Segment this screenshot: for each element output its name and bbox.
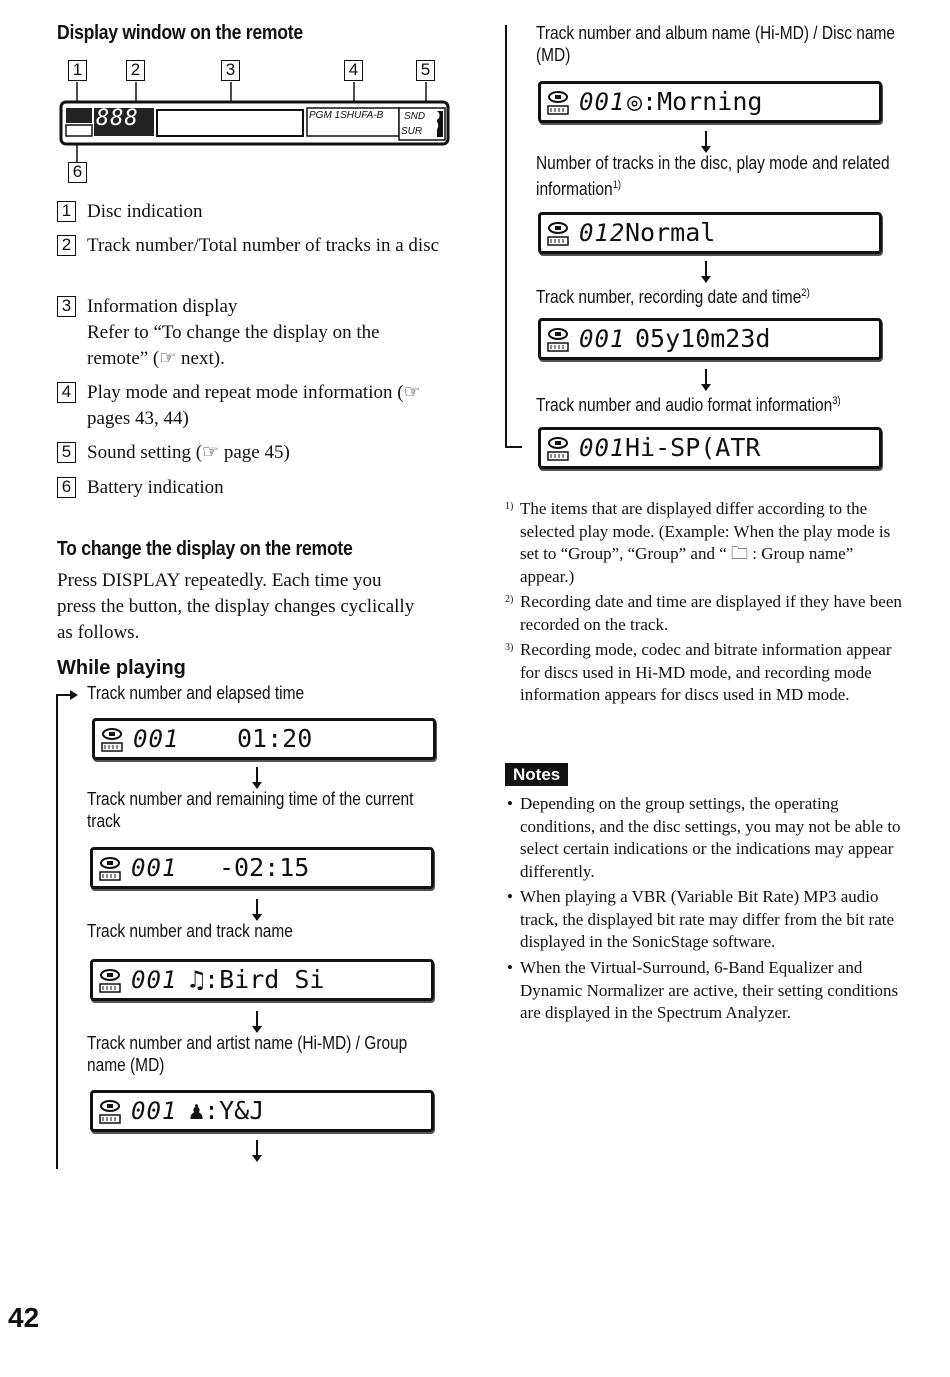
lcd-track-number: 001	[579, 88, 626, 116]
legend-item-4	[57, 380, 452, 432]
footnote-ref: 3)	[832, 395, 841, 407]
disc-battery-icon	[547, 436, 569, 462]
note-item-2	[505, 886, 905, 954]
footnote-mark: 2)	[505, 594, 514, 605]
disc-battery-icon	[101, 727, 123, 753]
footnote-text: Recording mode, codec and bitrate information appear for discs used in Hi-MD mode, and recording mode information appears for discs used in MD mode.	[520, 640, 892, 704]
diagram-track-digits: 888	[96, 106, 139, 131]
step-caption-disc-info	[536, 152, 897, 200]
step-caption-album: Track number and album name (Hi-MD) / Disc name (MD)	[536, 23, 896, 65]
cycle-loop-arrowhead	[70, 690, 78, 700]
down-arrow	[705, 369, 707, 389]
disc-battery-icon	[547, 90, 569, 116]
step-caption-date	[536, 282, 897, 308]
lcd-track-number: 012	[579, 219, 626, 247]
while-playing-heading: While playing	[57, 657, 186, 679]
lcd-track-number: 001	[131, 854, 178, 882]
callout-5: 5	[416, 60, 435, 81]
footnote-text: Recording date and time are displayed if they have been recorded on the track.	[520, 592, 902, 634]
heading-change-display: To change the display on the remote	[57, 538, 353, 560]
footnote-ref: 2)	[801, 287, 810, 299]
bullet: •	[507, 887, 513, 906]
lcd-track-number: 001	[579, 325, 626, 353]
lcd-track-number: 001	[131, 966, 178, 994]
disc-battery-icon	[547, 221, 569, 247]
legend-text-secondary: Refer to “To change the display on the remote” (☞ next).	[87, 322, 380, 369]
lcd-text: Normal	[625, 218, 716, 247]
footnote-2	[505, 591, 905, 636]
diagram-big-digit: 8	[424, 106, 441, 139]
bullet: •	[507, 794, 513, 813]
lcd-text: -02:15	[219, 853, 310, 882]
legend-item-5	[57, 440, 457, 466]
lcd-text: 05y10m23d	[635, 324, 771, 353]
lcd-disc-info	[538, 212, 882, 254]
note-text: Depending on the group settings, the operating conditions, and the disc settings, you may not be able to select certain indications or the indications may appear differently.	[520, 794, 901, 881]
step-caption-artist: Track number and artist name (Hi-MD) / Group name (MD)	[87, 1033, 408, 1075]
legend-text: Play mode and repeat mode information (☞ pages 43, 44)	[87, 382, 421, 429]
disc-battery-icon	[99, 856, 121, 882]
legend-item-6	[57, 475, 457, 501]
callout-2: 2	[126, 60, 145, 81]
note-text: When the Virtual-Surround, 6-Band Equalizer and Dynamic Normalizer are active, their setting conditions are displayed in the Spectrum Analyzer.	[520, 958, 899, 1022]
legend-text: Track number/Total number of tracks in a disc	[87, 235, 440, 256]
lcd-track-number: 001	[131, 1097, 178, 1125]
caption-text: Track number and audio format information	[536, 395, 833, 415]
lcd-recording-date	[538, 318, 882, 360]
footnote-1	[505, 498, 905, 588]
legend-num: 4	[57, 382, 76, 403]
step-caption-format	[536, 390, 897, 416]
down-arrow	[256, 767, 258, 787]
down-arrow	[256, 899, 258, 919]
disc-battery-icon	[99, 1099, 121, 1125]
legend-num: 3	[57, 296, 76, 317]
down-arrow	[256, 1011, 258, 1031]
lcd-audio-format	[538, 427, 882, 469]
lcd-track-number: 001	[579, 434, 626, 462]
notes-label: Notes	[505, 763, 568, 786]
caption-text: Track number, recording date and time	[536, 287, 802, 307]
legend-item-1	[57, 199, 457, 225]
diagram-pgm-label: PGM 1SHUFA-B	[309, 110, 384, 121]
legend-text: Disc indication	[87, 201, 203, 222]
note-item-3	[505, 957, 905, 1025]
step-caption-track-name: Track number and track name	[87, 921, 293, 941]
footnote-3	[505, 639, 905, 707]
down-arrow	[705, 131, 707, 151]
legend-num: 1	[57, 201, 76, 222]
step-caption-remaining: Track number and remaining time of the current track	[87, 789, 414, 831]
lcd-text: ◎:Morning	[627, 87, 763, 116]
heading-display-window: Display window on the remote	[57, 22, 303, 44]
down-arrow	[705, 261, 707, 281]
lcd-text: ♫:Bird Si	[189, 965, 325, 994]
lcd-text: 01:20	[237, 724, 313, 753]
note-item-1	[505, 793, 905, 883]
diagram-snd-label: SND	[404, 111, 426, 122]
caption-text: Number of tracks in the disc, play mode and related information	[536, 153, 890, 199]
callout-1: 1	[68, 60, 87, 81]
legend-text: Sound setting (☞ page 45)	[87, 442, 290, 463]
legend-num: 6	[57, 477, 76, 498]
legend-text: Information display	[87, 296, 238, 317]
footnote-ref: 1)	[612, 179, 621, 191]
legend-num: 5	[57, 442, 76, 463]
bullet: •	[507, 958, 513, 977]
page-number: 42	[8, 1302, 40, 1333]
callout-4: 4	[344, 60, 363, 81]
lcd-track-number: 001	[133, 725, 180, 753]
callout-6: 6	[68, 162, 87, 183]
footnote-text: The items that are displayed differ according to the selected play mode. (Example: When the play mode is set to “Group”, “Group” and “ 🗀 : Group name” appear.)	[520, 499, 891, 586]
down-arrow	[256, 1140, 258, 1160]
step-caption-elapsed: Track number and elapsed time	[87, 683, 305, 703]
footnote-mark: 1)	[505, 501, 514, 512]
disc-battery-icon	[99, 968, 121, 994]
footnote-mark: 3)	[505, 642, 514, 653]
note-text: When playing a VBR (Variable Bit Rate) MP3 audio track, the displayed bit rate may differ from the bit rate displayed in the SonicStage software.	[520, 887, 895, 951]
callout-3: 3	[221, 60, 240, 81]
cycle-loop-line	[56, 694, 58, 1169]
lcd-track-name	[90, 959, 434, 1001]
legend-item-3	[57, 294, 432, 372]
legend-num: 2	[57, 235, 76, 256]
legend-item-2	[57, 233, 452, 259]
lcd-album-name	[538, 81, 882, 123]
lcd-text: Hi-SP(ATR	[625, 433, 761, 462]
lcd-remaining-time	[90, 847, 434, 889]
cycle-return-line	[505, 25, 507, 448]
lcd-elapsed-time	[92, 718, 436, 760]
change-display-body: Press DISPLAY repeatedly. Each time you press the button, the display changes cyclically as follows.	[57, 570, 415, 643]
legend-text: Battery indication	[87, 477, 224, 498]
lcd-text: ♟:Y&J	[189, 1096, 265, 1125]
lcd-artist-name	[90, 1090, 434, 1132]
diagram-sur-label: SUR	[401, 126, 423, 137]
cycle-return-bottom	[505, 446, 522, 448]
disc-battery-icon	[547, 327, 569, 353]
